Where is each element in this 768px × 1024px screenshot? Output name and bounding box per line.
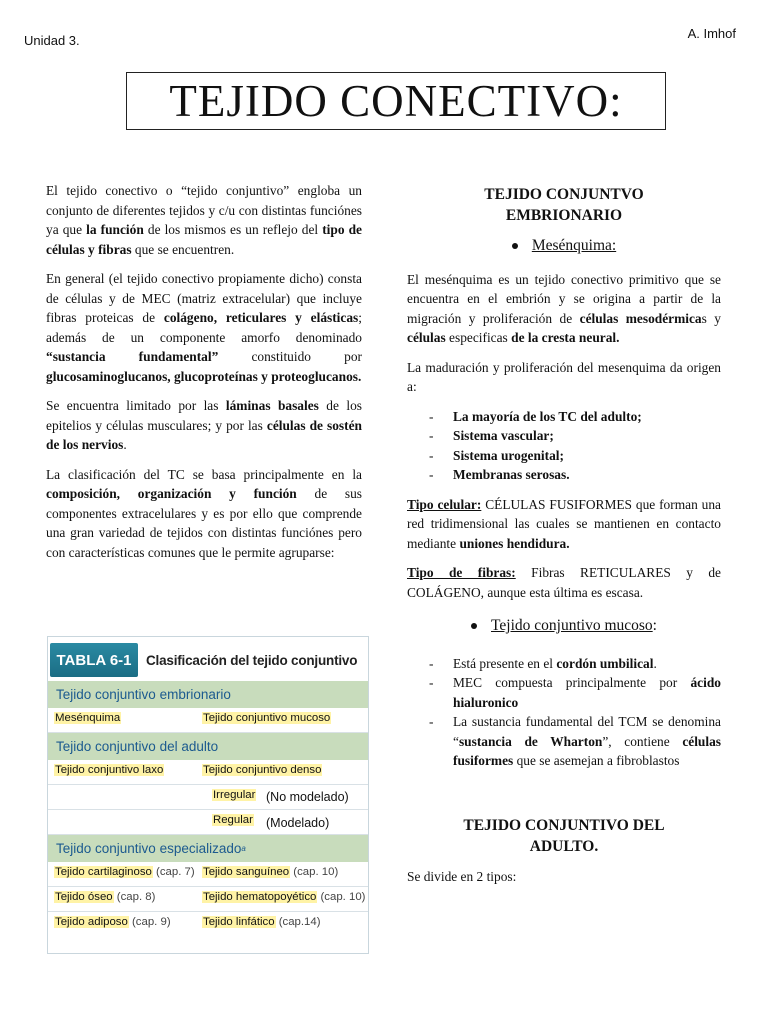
mesenquima-paragraph: El mesénquima es un tejido conectivo primitivo que se encuentra en el embrión y se origina a partir de la migración y proliferación de células mesodérmicas y células especificas de la cresta neural.	[407, 271, 721, 345]
list-item: - La sustancia fundamental del TCM se denomina “sustancia de Wharton”, contiene células fusiformes que se asemejan a fibroblastos	[407, 712, 721, 771]
cell-oseo: Tejido óseo (cap. 8)	[55, 891, 156, 903]
bullet-icon	[512, 243, 518, 249]
note-modelado: (Modelado)	[266, 816, 330, 830]
table-tag: TABLA 6-1	[50, 643, 138, 677]
origin-list	[407, 407, 721, 485]
left-column	[46, 181, 362, 572]
band-adulto: Tejido conjuntivo del adulto	[48, 733, 368, 760]
cell-sanguineo: Tejido sanguíneo (cap. 10)	[203, 866, 339, 878]
footnote-mark: a	[241, 844, 246, 853]
author-label: A. Imhof	[687, 26, 736, 41]
section-title-adulto: TEJIDO CONJUNTIVO DEL ADULTO.	[463, 816, 665, 855]
composition-paragraph: En general (el tejido conectivo propiamente dicho) consta de células y de MEC (matriz extracelular) que incluye fibras proteicas de colágeno, reticulares y elásticas; además de un componente amorfo denominado “sustancia fundamental” constituido por glucosaminoglucanos, glucoproteínas y proteoglucanos.	[46, 271, 362, 384]
tipo-celular-paragraph: Tipo celular: CÉLULAS FUSIFORMES que forman una red tridimensional las cuales se mantienen en contacto mediante uniones hendidura.	[407, 496, 721, 551]
cell-linfatico: Tejido linfático (cap.14)	[203, 916, 321, 928]
heading-mucoso-label: Tejido conjuntivo mucoso	[491, 617, 653, 634]
tipo-fibras-label: Tipo de fibras:	[407, 565, 516, 580]
cell-regular: Regular	[213, 814, 253, 826]
list-item: - Sistema urogenital;	[407, 446, 721, 466]
list-item: - MEC compuesta principalmente por ácido hialuronico	[407, 673, 721, 712]
cell-cartilaginoso: Tejido cartilaginoso (cap. 7)	[55, 866, 195, 878]
section-title-embrionario: TEJIDO CONJUNTVO EMBRIONARIO	[484, 186, 644, 224]
page-title: TEJIDO CONECTIVO:	[126, 72, 666, 130]
heading-mucoso: Tejido conjuntivo mucoso:	[407, 616, 721, 636]
cell-hematopoyetico: Tejido hematopoyético (cap. 10)	[203, 891, 366, 903]
table-row	[48, 862, 368, 887]
list-item: - Membranas serosas.	[407, 465, 721, 485]
cell-denso: Tejido conjuntivo denso	[203, 764, 322, 776]
limits-paragraph: Se encuentra limitado por las láminas basales de los epitelios y células musculares; y por las células de sostén de los nervios.	[46, 398, 362, 452]
divide-paragraph: Se divide en 2 tipos:	[407, 868, 517, 884]
tipo-fibras-paragraph: Tipo de fibras: Fibras RETICULARES y de COLÁGENO, aunque esta última es escasa.	[407, 565, 721, 600]
table-row	[48, 887, 368, 912]
classification-table	[47, 636, 369, 954]
note-no-modelado: (No modelado)	[266, 790, 349, 804]
cell-mucoso: Tejido conjuntivo mucoso	[203, 712, 331, 724]
right-column	[407, 184, 721, 896]
mucoso-list	[407, 654, 721, 771]
maduracion-paragraph: La maduración y proliferación del mesenquima da origen a:	[407, 359, 721, 394]
cell-adiposo: Tejido adiposo (cap. 9)	[55, 916, 171, 928]
table-row	[48, 912, 368, 936]
list-item: - La mayoría de los TC del adulto;	[407, 407, 721, 427]
list-item: - Está presente en el cordón umbilical.	[407, 654, 721, 674]
table-header	[48, 637, 368, 681]
heading-mesenquima-label: Mesénquima:	[531, 237, 617, 254]
classification-paragraph: La clasificación del TC se basa principalmente en la composición, organización y función de sus componentes extracelulares y es por ello que comprende una gran variedad de tejidos con distintas funciónes pero con características comunes que le permite agruparse:	[46, 466, 363, 560]
cell-mesenquima: Mesénquima	[55, 712, 121, 724]
unit-label: Unidad 3.	[24, 33, 80, 48]
band-embrionario: Tejido conjuntivo embrionario	[48, 681, 368, 708]
bullet-icon	[471, 623, 477, 629]
table-row	[48, 810, 368, 835]
band-especializado-label: Tejido conjuntivo especializado	[56, 841, 242, 856]
table-row	[48, 760, 368, 785]
table-caption: Clasificación del tejido conjuntivo	[146, 653, 358, 668]
list-item: - Sistema vascular;	[407, 426, 721, 446]
table-row	[48, 785, 368, 810]
table-row	[48, 708, 368, 733]
band-especializado	[48, 835, 368, 862]
intro-paragraph: El tejido conectivo o “tejido conjuntivo” engloba un conjunto de diferentes tejidos y c/u con distintas funciónes ya que la función de los mismos es un reflejo del tipo de células y fibras que se encuentren.	[46, 183, 362, 257]
heading-mesenquima	[407, 236, 721, 256]
tipo-celular-label: Tipo celular:	[407, 496, 482, 512]
cell-laxo: Tejido conjuntivo laxo	[55, 764, 164, 776]
cell-irregular: Irregular	[213, 789, 256, 801]
